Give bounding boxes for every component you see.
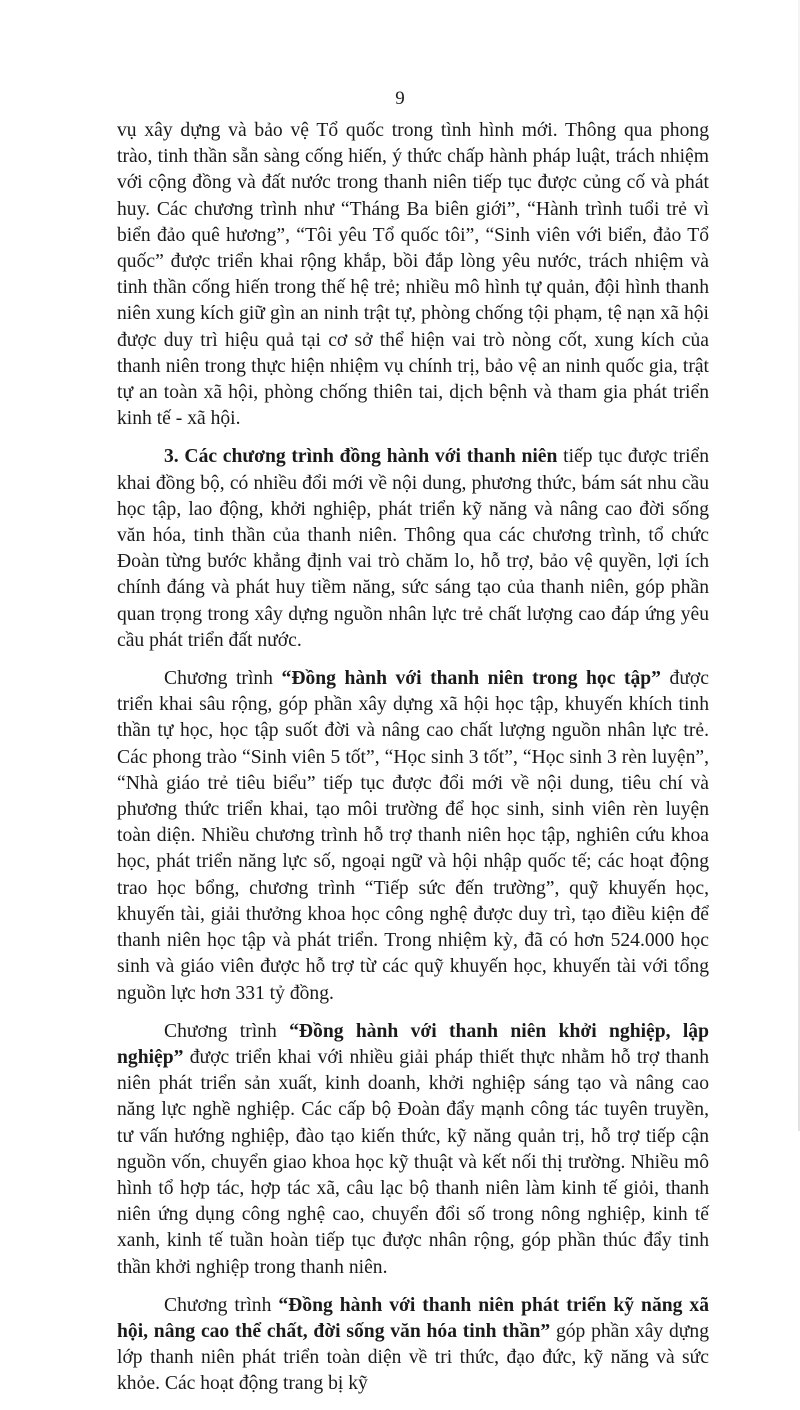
- paragraph-text: được triển khai với nhiều giải pháp thiết thực nhằm hỗ trợ thanh niên phát triển sản xuất, kinh doanh, khởi nghiệp sáng tạo và nâng cao năng lực nghề nghiệp. Các cấp bộ Đoàn đẩy mạnh công tác tuyên truyền, tư vấn hướng nghiệp, đào tạo kiến thức, kỹ năng quản trị, hỗ trợ tiếp cận nguồn vốn, chuyển giao khoa học kỹ thuật và kết nối thị trường. Nhiều mô hình tổ hợp tác, hợp tác xã, câu lạc bộ thanh niên làm kinh tế giỏi, thanh niên ứng dụng công nghệ cao, chuyển đổi số trong nông nghiệp, kinh tế xanh, kinh tế tuần hoàn tiếp tục được nhân rộng, góp phần thúc đẩy tinh thần khởi nghiệp trong thanh niên.: [117, 1046, 709, 1278]
- paragraph-text: được triển khai sâu rộng, góp phần xây dựng xã hội học tập, khuyến khích tinh thần tự học, học tập suốt đời và nâng cao chất lượng nguồn nhân lực trẻ. Các phong trào “Sinh viên 5 tốt”, “Học sinh 3 tốt”, “Học sinh 3 rèn luyện”, “Nhà giáo trẻ tiêu biểu” tiếp tục được đổi mới về nội dung, tiêu chí và phương thức triển khai, tạo môi trường để học sinh, sinh viên rèn luyện toàn diện. Nhiều chương trình hỗ trợ thanh niên học tập, nghiên cứu khoa học, phát triển năng lực số, ngoại ngữ và hội nhập quốc tế; các hoạt động trao học bổng, chương trình “Tiếp sức đến trường”, quỹ khuyến học, khuyến tài, giải thưởng khoa học công nghệ được duy trì, tạo điều kiện để thanh niên học tập và phát triển. Trong nhiệm kỳ, đã có hơn 524.000 học sinh và giáo viên được hỗ trợ từ các quỹ khuyến học, khuyến tài với tổng nguồn lực hơn 331 tỷ đồng.: [117, 668, 709, 1004]
- paragraph-1: [117, 118, 709, 432]
- page-number: 9: [395, 88, 405, 109]
- program-title: “Đồng hành với thanh niên phát triển kỹ năng xã hội, nâng cao thể chất, đời sống văn hóa tinh thần”: [117, 1294, 709, 1342]
- paragraph-5: [117, 1293, 709, 1398]
- paragraph-lead: Chương trình: [164, 1020, 290, 1042]
- paragraph-text: vụ xây dựng và bảo vệ Tổ quốc trong tình hình mới. Thông qua phong trào, tinh thần sẵn sàng cống hiến, ý thức chấp hành pháp luật, trách nhiệm với cộng đồng và đất nước trong thanh niên tiếp tục được củng cố và phát huy. Các chương trình như “Tháng Ba biên giới”, “Hành trình tuổi trẻ vì biển đảo quê hương”, “Tôi yêu Tổ quốc tôi”, “Sinh viên với biển, đảo Tổ quốc” được triển khai rộng khắp, bồi đắp lòng yêu nước, trách nhiệm và tinh thần cống hiến trong thế hệ trẻ; nhiều mô hình tự quản, đội hình thanh niên xung kích giữ gìn an ninh trật tự, phòng chống tội phạm, tệ nạn xã hội được duy trì hiệu quả tại cơ sở thể hiện vai trò nòng cốt, xung kích của thanh niên trong thực hiện nhiệm vụ chính trị, bảo vệ an ninh quốc gia, trật tự an toàn xã hội, phòng chống thiên tai, dịch bệnh và tham gia phát triển kinh tế - xã hội.: [117, 120, 709, 430]
- paragraph-3: [117, 666, 709, 1007]
- paragraph-lead: Chương trình: [164, 1294, 279, 1316]
- paragraph-2: [117, 444, 709, 654]
- paragraph-4: [117, 1019, 709, 1281]
- section-heading: 3. Các chương trình đồng hành với thanh niên: [164, 446, 558, 468]
- paragraph-lead: Chương trình: [164, 668, 282, 690]
- paragraph-text: góp phần xây dựng lớp thanh niên phát triển toàn diện về tri thức, đạo đức, kỹ năng và sức khỏe. Các hoạt động trang bị kỹ: [117, 1320, 709, 1395]
- program-title: “Đồng hành với thanh niên trong học tập”: [281, 668, 661, 690]
- paragraph-text: tiếp tục được triển khai đồng bộ, có nhiều đổi mới về nội dung, phương thức, bám sát nhu cầu học tập, lao động, khởi nghiệp, phát triển kỹ năng và nâng cao đời sống văn hóa, tinh thần của thanh niên. Thông qua các chương trình, tổ chức Đoàn từng bước khẳng định vai trò chăm lo, hỗ trợ, bảo vệ quyền, lợi ích chính đáng và phát huy tiềm năng, sức sáng tạo của thanh niên, góp phần quan trọng trong xây dựng nguồn nhân lực trẻ chất lượng cao đáp ứng yêu cầu phát triển đất nước.: [117, 446, 710, 651]
- program-title: “Đồng hành với thanh niên khởi nghiệp, lập nghiệp”: [117, 1020, 709, 1068]
- document-body: [117, 118, 709, 1410]
